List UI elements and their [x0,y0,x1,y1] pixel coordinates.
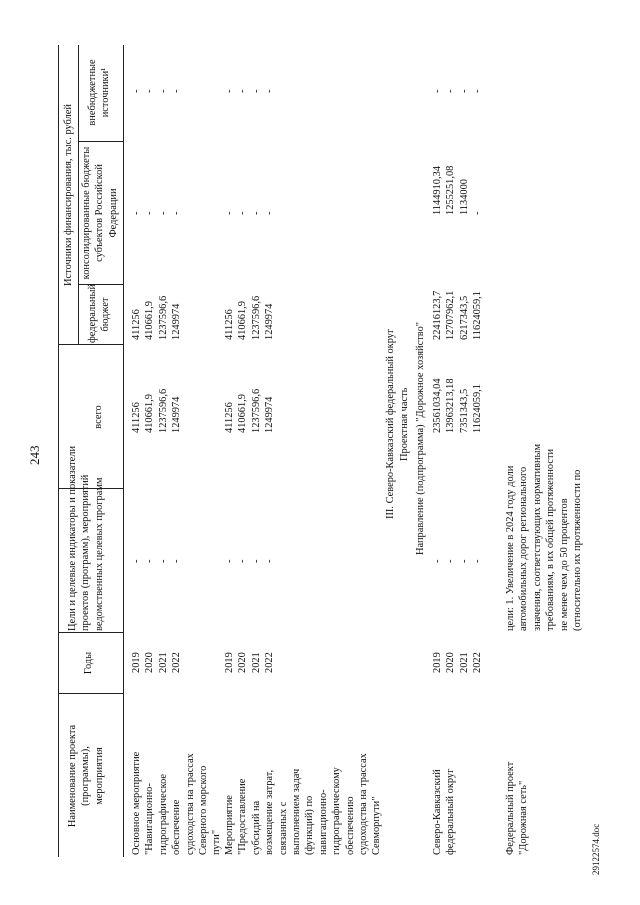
col-divider-6 [78,141,124,142]
group1-goals: - - - - [131,559,183,563]
subsection-heading: Проектная часть [399,387,410,461]
header-years: Годы [83,651,94,675]
col-divider-4 [58,344,124,345]
table-top-border [58,45,59,857]
col-divider-1 [58,693,124,694]
header-sources-title: Источники финансирования, тыс. рублей [63,104,74,286]
group2-regional: - - - - [224,211,276,215]
group2-goals: - - - - [224,559,276,563]
group3-years: 2019 2020 2021 2022 [432,652,484,673]
group1-regional: - - - - [131,211,183,215]
group1-name: Основное мероприятие "Навигационно- гидрографическое обеспечение судоходства на трассах Северного морского пути" [131,751,223,855]
group2-totals: 411256 410661,9 1237596,6 1249974 [224,388,276,433]
group4-goal-text: цели: 1. Увеличение в 2024 году доли автомобильных дорог регионального значения, соответствующих нормативным требованиям, в их общей протяженности не менее чем до 50 процентов (относительно их протяженности по [505,443,584,631]
group3-goals: - - - - [432,559,484,563]
group2-name: Мероприятие "Предоставление субсидий на возмещение затрат, связанных с выполнением задач (функций) по навигационно- гидрографическому обеспечению судоходства на трассах Севморпути" [224,753,383,855]
direction-heading: Направление (подпрограмма) "Дорожное хозяйство" [415,321,426,555]
col-divider-2 [58,632,124,633]
group3-extra: - - - - [432,89,484,93]
group2-extra: - - - - [224,89,276,93]
group1-totals: 411256 410661,9 1237596,6 1249974 [131,388,183,433]
header-regional: консолидированные бюджеты субъектов Российской Федерации [81,146,119,280]
group1-extra: - - - - [131,89,183,93]
sources-title-underline [78,45,79,345]
group3-regional: 1144910,34 1255251,08 1134000 - [432,165,484,215]
header-total: всего [93,405,104,429]
group3-totals: 23561034,04 13963213,18 7351343,5 11624059,1 [432,378,484,433]
header-bottom-border [123,45,124,857]
group4-name: Федеральный проект "Дорожная сеть" [505,761,530,855]
header-goals: Цели и целевые индикаторы и показатели проектов (программ), мероприятий ведомственных целевых программ [67,445,105,631]
group3-name: Северо-Кавказский федеральный округ [432,768,457,855]
footer-doc-code: 29122574.doc [591,823,601,875]
group1-years: 2019 2020 2021 2022 [131,652,183,673]
group1-federal: 411256 410661,9 1237596,6 1249974 [131,295,183,340]
page-number: 243 [27,445,42,465]
group2-years: 2019 2020 2021 2022 [224,652,276,673]
section-heading: III. Северо-Кавказский федеральный округ [385,328,396,519]
header-federal: федеральный бюджет [87,283,112,343]
col-divider-5 [78,284,124,285]
group3-federal: 22416123,7 12707962,1 6217343,5 11624059,1 [432,290,484,340]
header-name-col: Наименование проекта (программы), мероприятия [67,724,105,828]
header-extra: внебюджетные источники¹ [87,59,112,126]
group2-federal: 411256 410661,9 1237596,6 1249974 [224,295,276,340]
